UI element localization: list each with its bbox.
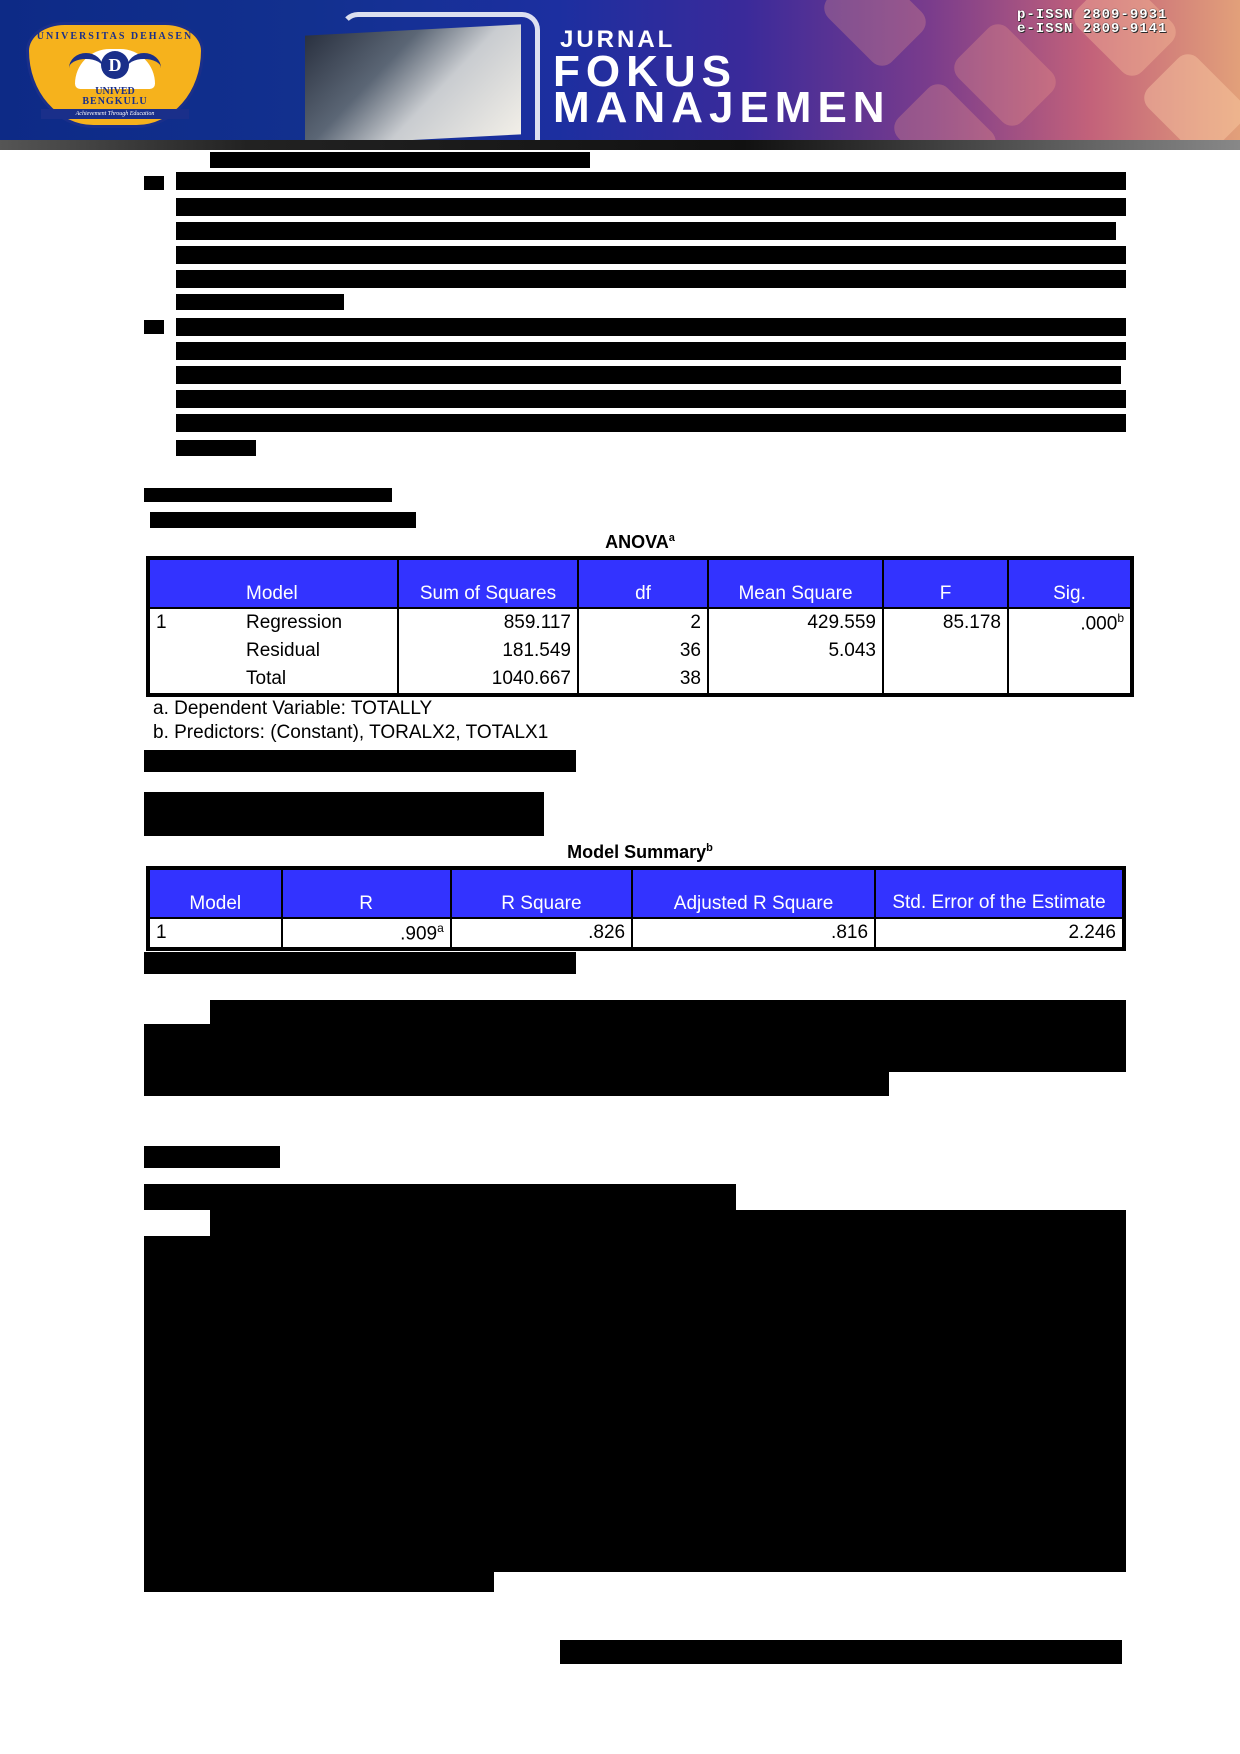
redacted-text xyxy=(144,1572,494,1592)
e-issn: e-ISSN 2809-9141 xyxy=(1017,21,1168,37)
cell-adjusted-r-square: .816 xyxy=(632,918,875,949)
redacted-text xyxy=(210,1000,1126,1024)
model-number: 1 xyxy=(156,612,167,633)
model-summary-table xyxy=(146,866,1126,951)
col-r: R xyxy=(282,868,451,918)
cell-r: .909$^a$ xyxy=(282,918,451,949)
col-df: df xyxy=(578,558,708,608)
redacted-paragraph xyxy=(144,1236,1126,1572)
cell-sum-of-squares: 181.549 xyxy=(398,637,578,665)
cell-df: 2 xyxy=(578,608,708,637)
redacted-text xyxy=(176,246,1126,264)
redacted-list-marker xyxy=(144,176,164,190)
redacted-text xyxy=(176,172,1126,190)
table-row xyxy=(148,637,1132,665)
redacted-source xyxy=(144,952,576,974)
redacted-heading xyxy=(150,512,416,528)
redacted-text xyxy=(176,198,1126,216)
issn-block xyxy=(1017,8,1167,36)
journal-banner xyxy=(0,0,1240,150)
logo-letter: D xyxy=(101,51,129,79)
cell-sig xyxy=(1008,637,1132,665)
col-adjusted-r-square: Adjusted R Square xyxy=(632,868,875,918)
p-issn: p-ISSN 2809-9931 xyxy=(1017,7,1168,23)
redacted-text xyxy=(176,390,1126,408)
cell-df: 38 xyxy=(578,665,708,695)
logo-motto: Achievement Through Education xyxy=(41,109,189,119)
redacted-text xyxy=(144,1024,1126,1072)
col-sum-of-squares: Sum of Squares xyxy=(398,558,578,608)
anova-table xyxy=(146,556,1134,697)
redacted-list-marker xyxy=(144,320,164,334)
redacted-text xyxy=(144,1184,736,1210)
row-label: Regression xyxy=(246,612,343,633)
decor-tile xyxy=(1138,48,1240,150)
redacted-heading xyxy=(144,1146,280,1168)
row-label: Residual xyxy=(246,640,320,661)
col-r-square: R Square xyxy=(451,868,632,918)
anova-note-a: a. Dependent Variable: TOTALLY xyxy=(153,698,433,719)
cell-mean-square: 5.043 xyxy=(708,637,883,665)
cell-std-error: 2.246 xyxy=(875,918,1124,949)
decor-tile xyxy=(818,0,931,72)
logo-name-line2: BENGKULU xyxy=(82,96,148,107)
wing-icon xyxy=(127,53,161,83)
redacted-text xyxy=(176,414,1126,432)
redacted-source xyxy=(144,750,576,772)
cell-model: 1 xyxy=(148,918,282,949)
redacted-heading xyxy=(144,792,544,836)
redacted-text xyxy=(176,440,256,456)
wing-icon xyxy=(69,53,103,83)
journal-title-word1: JURNAL xyxy=(560,26,676,53)
cell-sig xyxy=(1008,665,1132,695)
cell-f xyxy=(883,637,1008,665)
logo-arc-text: UNIVERSITAS DEHASEN xyxy=(36,31,194,42)
redacted-text xyxy=(176,294,344,310)
redacted-text xyxy=(176,318,1126,336)
table-row xyxy=(148,665,1132,695)
cell-f: 85.178 xyxy=(883,608,1008,637)
row-label-cell xyxy=(148,608,398,637)
cell-sum-of-squares: 1040.667 xyxy=(398,665,578,695)
col-mean-square: Mean Square xyxy=(708,558,883,608)
model-summary-header-row xyxy=(148,868,1124,918)
journal-title-word2: FOKUS xyxy=(553,47,737,96)
redacted-text xyxy=(176,222,1116,240)
redacted-footer xyxy=(560,1640,1122,1664)
university-logo xyxy=(26,22,204,128)
cell-df: 36 xyxy=(578,637,708,665)
banner-bottom-bar xyxy=(0,140,1240,150)
redacted-heading xyxy=(144,488,392,502)
cell-r-square: .826 xyxy=(451,918,632,949)
cell-mean-square: 429.559 xyxy=(708,608,883,637)
table-row xyxy=(148,608,1132,637)
model-summary-caption: Model Summary$^b$ xyxy=(567,842,713,862)
col-model: Model xyxy=(148,558,398,608)
anova-caption: ANOVA$^a$ xyxy=(605,532,675,552)
anova-header-row xyxy=(148,558,1132,608)
table-row xyxy=(148,918,1124,949)
col-model: Model xyxy=(148,868,282,918)
row-label: Total xyxy=(246,668,287,689)
anova-note-b: b. Predictors: (Constant), TORALX2, TOTALX1 xyxy=(153,722,549,743)
cell-f xyxy=(883,665,1008,695)
col-f: F xyxy=(883,558,1008,608)
row-label-cell xyxy=(148,637,398,665)
cell-sum-of-squares: 859.117 xyxy=(398,608,578,637)
cell-sig: .000$^b$ xyxy=(1008,608,1132,637)
redacted-text xyxy=(176,342,1126,360)
redacted-text xyxy=(176,270,1126,288)
logo-name-line1: UNIVED xyxy=(95,86,135,97)
cell-mean-square xyxy=(708,665,883,695)
journal-title-word3: MANAJEMEN xyxy=(553,83,891,132)
col-sig: Sig. xyxy=(1008,558,1132,608)
col-std-error: Std. Error of the Estimate xyxy=(875,868,1124,918)
redacted-text xyxy=(144,1072,889,1096)
row-label-cell xyxy=(148,665,398,695)
redacted-text xyxy=(176,366,1121,384)
redacted-text xyxy=(210,152,590,168)
redacted-text xyxy=(210,1210,1126,1236)
business-photo xyxy=(305,24,521,145)
